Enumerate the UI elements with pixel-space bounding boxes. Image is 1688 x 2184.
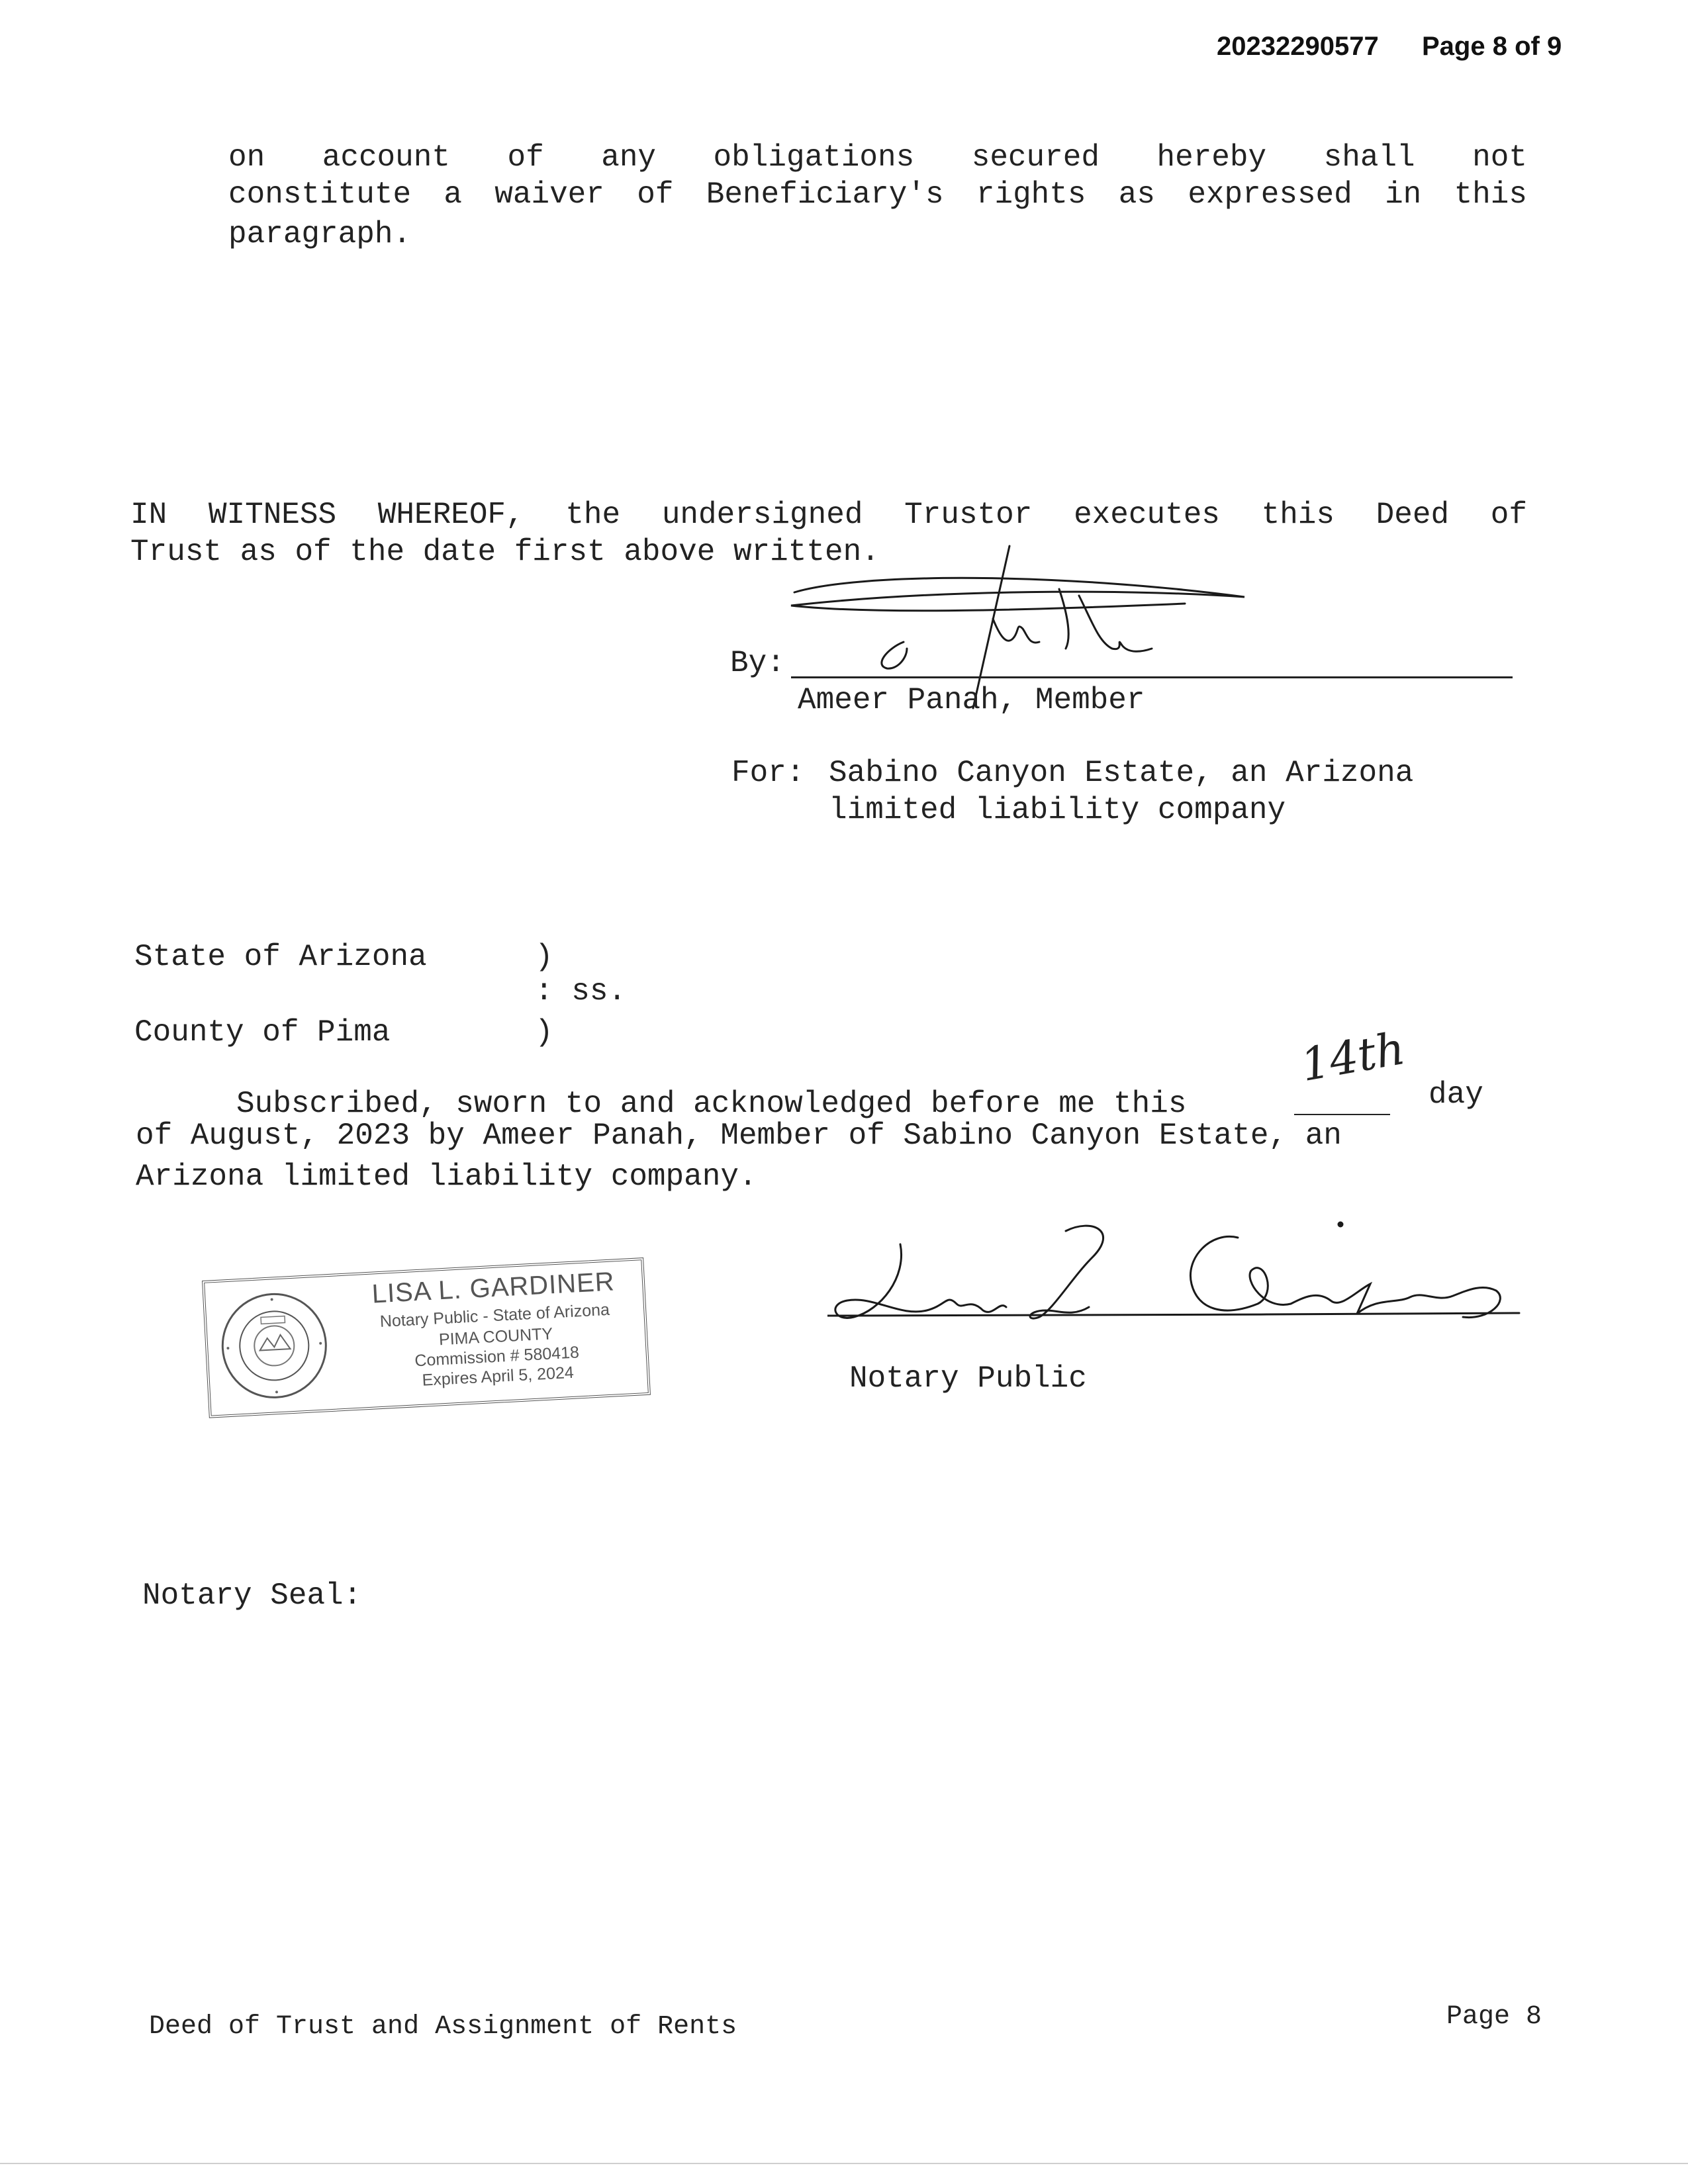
page-count: Page 8 of 9 bbox=[1422, 32, 1562, 61]
continuation-line-2: constitute a waiver of Beneficiary's rights as expressed in this bbox=[228, 177, 1527, 212]
ack-day-word: day bbox=[1429, 1077, 1483, 1112]
stamp-expires: Expires April 5, 2024 bbox=[421, 1363, 575, 1390]
signature-line bbox=[791, 676, 1513, 678]
notary-public-label: Notary Public bbox=[849, 1361, 1087, 1396]
witness-line-1: IN WITNESS WHEREOF, the undersigned Trustor executes this Deed of bbox=[130, 498, 1527, 532]
ack-line-3: Arizona limited liability company. bbox=[136, 1160, 757, 1194]
day-handwritten: 14th bbox=[1297, 1022, 1409, 1093]
notary-stamp bbox=[202, 1257, 651, 1418]
continuation-line-1: on account of any obligations secured hereby shall not bbox=[228, 140, 1527, 175]
venue-state: State of Arizona bbox=[134, 940, 427, 974]
company-line-2: limited liability company bbox=[829, 793, 1286, 827]
venue-paren-1: ) bbox=[535, 940, 553, 974]
company-line-1: Sabino Canyon Estate, an Arizona bbox=[829, 756, 1414, 790]
recording-number: 20232290577 bbox=[1217, 32, 1379, 61]
ack-line-2: of August, 2023 by Ameer Panah, Member of Sabino Canyon Estate, an bbox=[136, 1118, 1342, 1153]
arizona-seal-icon bbox=[217, 1289, 332, 1403]
stamp-commission: Commission # 580418 bbox=[414, 1343, 580, 1371]
notary-signature bbox=[827, 1218, 1536, 1337]
witness-line-2: Trust as of the date first above written. bbox=[130, 535, 880, 569]
for-label: For: bbox=[731, 756, 805, 790]
footer-page: Page 8 bbox=[1446, 2002, 1542, 2032]
stamp-county: PIMA COUNTY bbox=[438, 1324, 553, 1349]
continuation-line-3: paragraph. bbox=[228, 217, 412, 251]
venue-ss: : ss. bbox=[535, 974, 627, 1009]
stamp-title: Notary Public - State of Arizona bbox=[379, 1300, 610, 1331]
ack-line-1: Subscribed, sworn to and acknowledged before me this bbox=[236, 1087, 1187, 1121]
stamp-name: LISA L. GARDINER bbox=[371, 1267, 616, 1309]
day-blank-line bbox=[1294, 1114, 1390, 1115]
scan-edge-line bbox=[0, 2163, 1688, 2164]
footer-title: Deed of Trust and Assignment of Rents bbox=[149, 2012, 737, 2042]
notary-seal-label: Notary Seal: bbox=[142, 1578, 362, 1613]
by-label: By: bbox=[730, 646, 785, 680]
venue-county: County of Pima bbox=[134, 1015, 391, 1050]
signer-name: Ameer Panah, Member bbox=[798, 683, 1145, 717]
venue-paren-2: ) bbox=[535, 1015, 553, 1050]
